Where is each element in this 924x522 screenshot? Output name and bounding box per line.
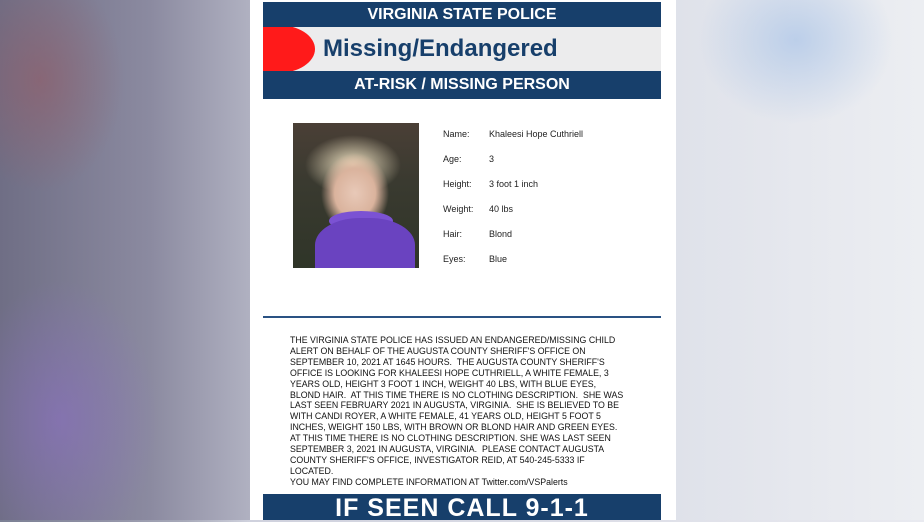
description-line: SEPTEMBER 3, 2021 IN AUGUSTA, VIRGINIA. PLEASE CONTACT AUGUSTA	[290, 444, 605, 455]
detail-row-name	[443, 129, 653, 154]
alert-title-row	[263, 27, 661, 71]
detail-value: Khaleesi Hope Cuthriell	[489, 129, 584, 139]
description-line: YEARS OLD, HEIGHT 3 FOOT 1 INCH, WEIGHT 40 LBS, WITH BLUE EYES,	[290, 378, 597, 389]
detail-value: Blue	[489, 254, 508, 264]
description-line: COUNTY SHERIFF'S OFFICE, INVESTIGATOR REID, AT 540-245-5333 IF	[290, 454, 585, 465]
missing-person-photo	[293, 123, 419, 268]
agency-banner: VIRGINIA STATE POLICE	[263, 2, 661, 27]
person-details	[443, 129, 653, 279]
section-divider	[263, 316, 661, 318]
detail-value: Blond	[489, 229, 513, 239]
detail-label: Weight:	[443, 204, 474, 214]
description-line: LAST SEEN FEBRUARY 2021 IN AUGUSTA, VIRGINIA. SHE IS BELIEVED TO BE	[290, 400, 620, 411]
description-line: WITH CANDI ROYER, A WHITE FEMALE, 41 YEARS OLD, HEIGHT 5 FOOT 5	[290, 411, 601, 422]
red-accent-disc	[263, 27, 315, 71]
description-line: BLOND HAIR. AT THIS TIME THERE IS NO CLOTHING DESCRIPTION. SHE WAS	[290, 389, 624, 400]
alert-title: Missing/Endangered	[323, 35, 558, 62]
blurred-background-left	[0, 0, 250, 520]
photo-hoodie	[315, 218, 415, 268]
detail-label: Name:	[443, 129, 470, 139]
detail-value: 40 lbs	[489, 204, 514, 214]
description-line: LOCATED.	[290, 465, 334, 476]
alert-subtitle-banner: AT-RISK / MISSING PERSON	[263, 71, 661, 99]
detail-row-age	[443, 154, 653, 179]
detail-row-height	[443, 179, 653, 204]
detail-row-weight	[443, 204, 653, 229]
alert-description	[290, 335, 640, 488]
description-line: AT THIS TIME THERE IS NO CLOTHING DESCRIPTION. SHE WAS LAST SEEN	[290, 433, 611, 444]
detail-label: Age:	[443, 154, 462, 164]
detail-label: Hair:	[443, 229, 463, 239]
description-line: THE VIRGINIA STATE POLICE HAS ISSUED AN ENDANGERED/MISSING CHILD	[290, 335, 616, 345]
description-line: YOU MAY FIND COMPLETE INFORMATION AT Twitter.com/VSPalerts	[290, 476, 568, 487]
description-line: OFFICE IS LOOKING FOR KHALEESI HOPE CUTHRIELL, A WHITE FEMALE, 3	[290, 367, 609, 378]
missing-person-flyer	[250, 0, 676, 520]
description-line: INCHES, WEIGHT 150 LBS, WITH BROWN OR BLOND HAIR AND GREEN EYES.	[290, 422, 618, 433]
detail-label: Eyes:	[443, 254, 466, 264]
detail-row-hair	[443, 229, 653, 254]
detail-value: 3	[489, 154, 495, 164]
detail-label: Height:	[443, 179, 472, 189]
detail-row-eyes	[443, 254, 653, 279]
description-line: ALERT ON BEHALF OF THE AUGUSTA COUNTY SHERIFF'S OFFICE ON	[290, 345, 586, 356]
detail-value: 3 foot 1 inch	[489, 179, 539, 189]
blurred-background-right	[676, 0, 924, 520]
description-line: SEPTEMBER 10, 2021 AT 1645 HOURS. THE AUGUSTA COUNTY SHERIFF'S	[290, 356, 605, 367]
call-to-action-banner: IF SEEN CALL 9-1-1	[263, 494, 661, 520]
